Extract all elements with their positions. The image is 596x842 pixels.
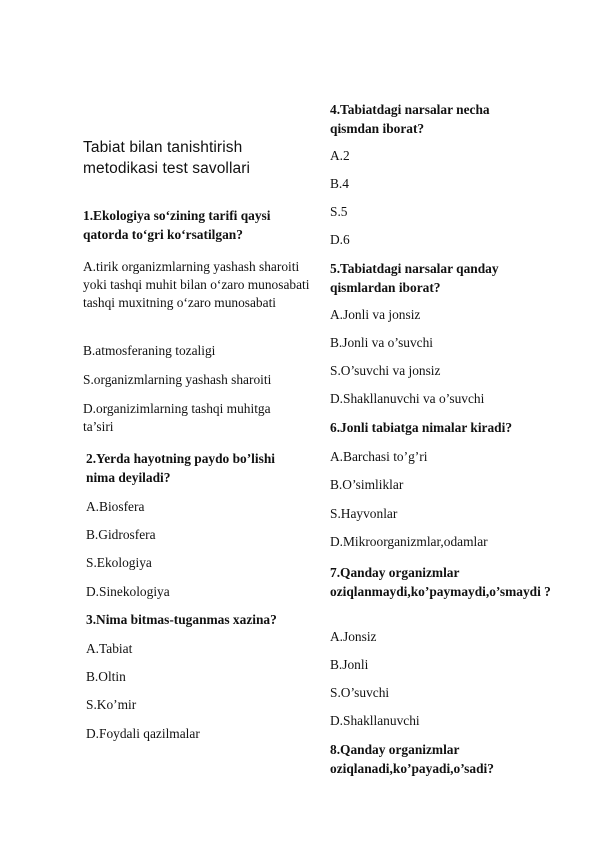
left-column [83,0,318,842]
right-column [330,0,560,842]
question-7-option-b: B.Jonli [330,657,369,672]
question-2-text: 2.Yerda hayotning paydo bo’lishi nima deyiladi? [86,451,276,485]
question-3-option-c: S.Ko’mir [86,697,137,712]
question-2-option-a: A.Biosfera [86,499,145,514]
question-4-option-c: S.5 [330,204,348,219]
question-4-text: 4.Tabiatdagi narsalar necha qismdan iborat? [330,102,490,136]
question-1-text: 1.Ekologiya so‘zining tarifi qaysi qatorda to‘gri ko‘rsatilgan? [83,208,271,242]
question-4-option-d: D.6 [330,232,350,247]
question-3-option-b: B.Oltin [86,669,126,684]
question-4-option-b: B.4 [330,176,349,191]
question-1-option-a: A.tirik organizmlarning yashash sharoiti yoki tashqi muhit bilan o‘zaro munosabati tashqi muxitning o‘zaro munosabati [83,259,310,310]
question-1-option-d: D.organizimlarning tashqi muhitga ta’siri [83,401,271,434]
question-7-option-d: D.Shakllanuvchi [330,713,420,728]
page-title: Tabiat bilan tanishtirish metodikasi test savollari [83,139,251,177]
question-6-option-d: D.Mikroorganizmlar,odamlar [330,534,488,549]
question-6-option-c: S.Hayvonlar [330,506,398,521]
question-6-option-b: B.O’simliklar [330,477,404,492]
question-3-text: 3.Nima bitmas-tuganmas xazina? [86,612,277,627]
question-1-option-c: S.organizmlarning yashash sharoiti [83,372,272,387]
question-5-option-d: D.Shakllanuvchi va o’suvchi [330,391,485,406]
question-7-option-c: S.O’suvchi [330,685,390,700]
question-4-option-a: A.2 [330,148,350,163]
question-5-option-b: B.Jonli va o’suvchi [330,335,434,350]
question-3-option-a: A.Tabiat [86,641,133,656]
question-5-text: 5.Tabiatdagi narsalar qanday qismlardan iborat? [330,261,499,295]
question-2-option-b: B.Gidrosfera [86,527,156,542]
question-2-option-d: D.Sinekologiya [86,584,170,599]
question-8-text: 8.Qanday organizmlar oziqlanadi,ko’payadi,o’sadi? [330,742,494,776]
question-5-option-a: A.Jonli va jonsiz [330,307,421,322]
question-2-option-c: S.Ekologiya [86,555,152,570]
question-6-option-a: A.Barchasi to’g’ri [330,449,428,464]
question-7-text: 7.Qanday organizmlar oziqlanmaydi,ko’paymaydi,o’smaydi ? [330,565,551,599]
question-5-option-c: S.O’suvchi va jonsiz [330,363,441,378]
question-3-option-d: D.Foydali qazilmalar [86,726,200,741]
question-6-text: 6.Jonli tabiatga nimalar kiradi? [330,420,513,435]
question-7-option-a: A.Jonsiz [330,629,377,644]
question-1-option-b: B.atmosferaning tozaligi [83,343,216,358]
